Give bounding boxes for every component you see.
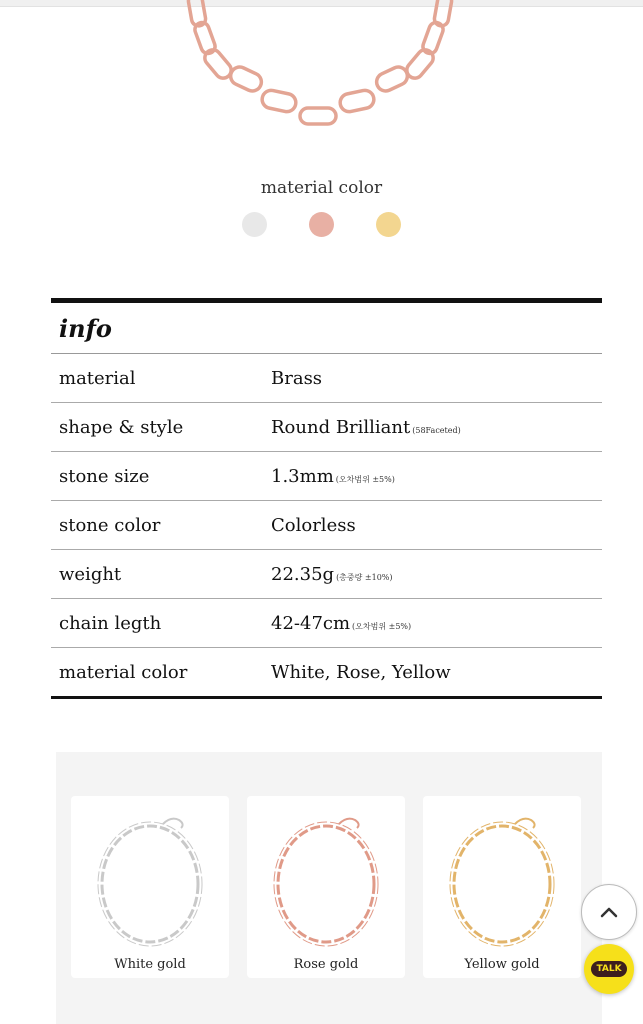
talk-label: TALK: [591, 961, 626, 977]
info-label: stone color: [59, 514, 161, 536]
info-value: Brass: [271, 367, 323, 389]
info-value: 22.35g: [271, 563, 335, 585]
chevron-up-icon: [597, 900, 621, 924]
info-value: 1.3mm: [271, 465, 334, 487]
info-value: Colorless: [271, 514, 356, 536]
info-label: stone size: [59, 465, 150, 487]
info-row: [51, 452, 602, 501]
info-row: [51, 550, 602, 599]
info-row: [51, 599, 602, 648]
info-note: (58Faceted): [412, 425, 461, 435]
scroll-to-top-button[interactable]: [581, 884, 637, 940]
necklace-image: [150, 0, 490, 140]
info-value: White, Rose, Yellow: [271, 661, 451, 683]
variant-card-yellow[interactable]: [423, 796, 581, 978]
info-note: (오차범위 ±5%): [335, 474, 395, 484]
info-value: Round Brilliant: [271, 416, 411, 438]
info-row: [51, 403, 602, 452]
info-note: (총중량 ±10%): [336, 572, 393, 582]
info-label: shape & style: [59, 416, 184, 438]
swatch-yellow[interactable]: [376, 212, 401, 237]
info-row: [51, 501, 602, 550]
info-heading: info: [51, 303, 602, 354]
kakao-talk-button[interactable]: [584, 944, 634, 994]
variant-caption: White gold: [114, 957, 186, 972]
necklace-thumbnail: [261, 804, 391, 954]
swatch-white[interactable]: [242, 212, 267, 237]
info-label: material: [59, 367, 136, 389]
info-table: [51, 298, 602, 699]
info-label: material color: [59, 661, 188, 683]
swatch-rose[interactable]: [309, 212, 334, 237]
info-value: 42-47cm: [271, 612, 351, 634]
info-row: [51, 354, 602, 403]
variant-caption: Yellow gold: [464, 957, 540, 972]
variant-card-rose[interactable]: [247, 796, 405, 978]
material-color-title: material color: [260, 178, 383, 198]
info-row: [51, 648, 602, 696]
variant-card-white[interactable]: [71, 796, 229, 978]
variant-caption: Rose gold: [293, 957, 359, 972]
info-note: (오차범위 ±5%): [352, 621, 412, 631]
info-label: weight: [59, 563, 122, 585]
info-label: chain legth: [59, 612, 162, 634]
necklace-thumbnail: [437, 804, 567, 954]
color-variant-gallery: [56, 752, 602, 1024]
necklace-thumbnail: [85, 804, 215, 954]
color-swatches: [0, 212, 643, 237]
